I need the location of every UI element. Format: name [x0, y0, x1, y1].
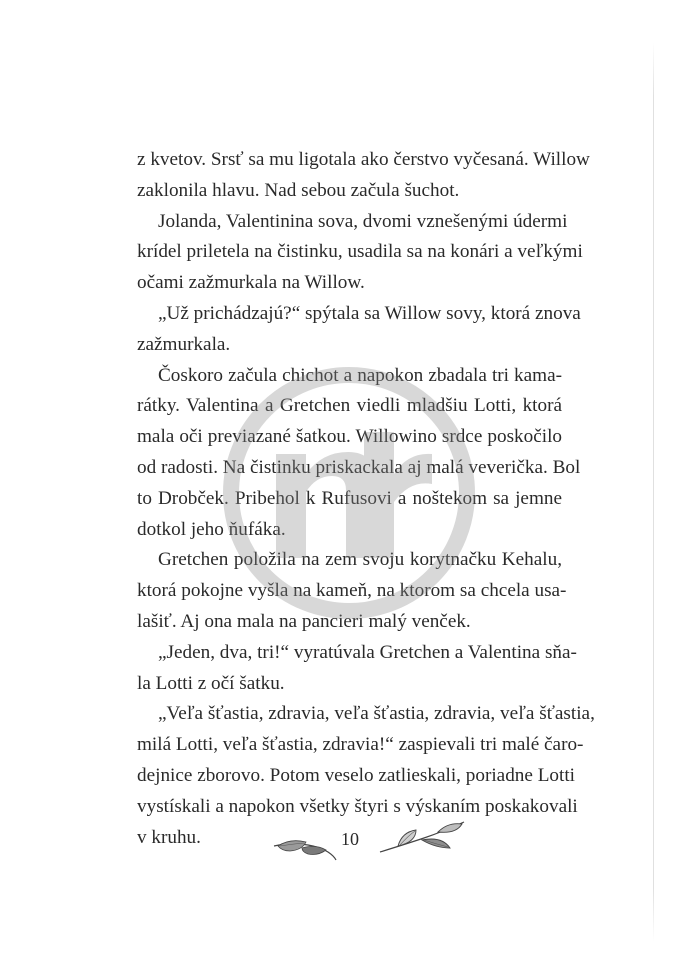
text-line: la Lotti z očí šatku. — [137, 672, 285, 694]
text-line: „Už prichádzajú?“ spýtala sa Willow sovy, ktorá znova — [158, 302, 581, 324]
text-line: Jolanda, Valentinina sova, dvomi vznešenými údermi — [158, 210, 568, 232]
text-line: zaklonila hlavu. Nad sebou začula šuchot. — [137, 179, 460, 201]
text-line: „Veľa šťastia, zdravia, veľa šťastia, zdravia, veľa šťastia, — [158, 703, 595, 725]
page-number: 10 — [341, 829, 359, 849]
leaves-sprig-ornament-icon — [378, 818, 466, 858]
text-line: dejnice zborovo. Potom veselo zatlieskali, poriadne Lotti — [137, 764, 575, 786]
text-line: to Drobček. Pribehol k Rufusovi a noštekom sa jemne — [137, 487, 562, 509]
text-line: v kruhu. — [137, 826, 201, 848]
text-line: ktorá pokojne vyšla na kameň, na ktorom sa chcela usa- — [137, 580, 567, 602]
text-line: mala oči previazané šatkou. Willowino srdce poskočilo — [137, 426, 562, 448]
text-line: lašiť. Aj ona mala na pancieri malý venček. — [137, 610, 471, 632]
text-line: krídel priletela na čistinku, usadila sa na konári a veľkými — [137, 241, 583, 263]
body-text — [137, 145, 595, 853]
text-line: od radosti. Na čistinku priskackala aj malá veverička. Bol — [137, 456, 581, 478]
text-line: očami zažmurkala na Willow. — [137, 272, 365, 294]
text-line: z kvetov. Srsť sa mu ligotala ako čerstvo vyčesaná. Willow — [137, 149, 590, 170]
text-line: rátky. Valentina a Gretchen viedli mladšiu Lotti, ktorá — [137, 395, 562, 417]
text-line: dotkol jeho ňufáka. — [137, 518, 286, 540]
text-line: vystískali a napokon všetky štyri s výskaním poskakovali — [137, 795, 578, 817]
text-line: Gretchen položila na zem svoju korytnačku Kehalu, — [158, 549, 562, 571]
text-line: zažmurkala. — [137, 333, 231, 355]
text-line: milá Lotti, veľa šťastia, zdravia!“ zaspievali tri malé čaro- — [137, 734, 584, 756]
text-line: „Jeden, dva, tri!“ vyratúvala Gretchen a Valentina sňa- — [158, 641, 577, 663]
text-line: Čoskoro začula chichot a napokon zbadala tri kama- — [158, 364, 562, 386]
page-edge-line — [653, 42, 654, 942]
